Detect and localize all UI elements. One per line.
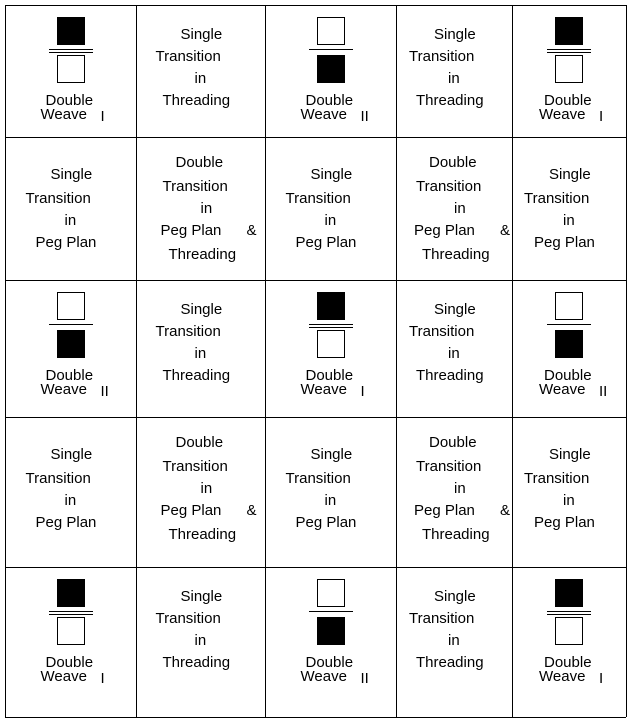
- divider-bar: [547, 324, 591, 325]
- label-transition: Transition: [524, 190, 590, 207]
- label-transition: Transition: [416, 458, 482, 475]
- label-threading: Threading: [162, 654, 231, 671]
- label-single: Single: [549, 166, 591, 183]
- divider-bar: [49, 324, 93, 325]
- divider-bar: [49, 614, 93, 615]
- label-in: in: [64, 212, 77, 229]
- divider-bar: [309, 49, 353, 50]
- label-in: in: [194, 345, 207, 362]
- cell-single-threading: [136, 280, 265, 417]
- label-transition: Transition: [409, 48, 475, 65]
- divider-bar: [547, 52, 591, 53]
- label-roman-1: I: [100, 108, 105, 125]
- label-transition: Transition: [285, 470, 351, 487]
- label-in: in: [448, 345, 460, 362]
- empty-square: [57, 617, 85, 645]
- label-in: in: [200, 480, 213, 497]
- label-double: Double: [45, 92, 94, 109]
- cell-single-threading: [396, 280, 512, 417]
- cell-weave-I: [5, 5, 136, 137]
- empty-square: [317, 17, 345, 45]
- label-ampersand: &: [246, 502, 257, 519]
- label-double: Double: [45, 654, 94, 671]
- cell-double-both: [136, 137, 265, 280]
- label-single: Single: [180, 301, 223, 318]
- label-peg-plan: Peg Plan: [534, 234, 595, 251]
- label-transition: Transition: [155, 48, 221, 65]
- cell-single-pegplan: [5, 417, 136, 567]
- empty-square: [555, 55, 583, 83]
- label-weave: Weave: [539, 668, 586, 685]
- cell-single-pegplan: [512, 417, 626, 567]
- label-double: Double: [544, 367, 592, 384]
- label-roman-1: I: [100, 670, 105, 687]
- filled-square: [555, 17, 583, 45]
- label-threading: Threading: [416, 654, 484, 671]
- filled-square: [57, 17, 85, 45]
- grid-line-vertical: [626, 5, 627, 717]
- label-transition: Transition: [162, 458, 228, 475]
- label-weave: Weave: [539, 381, 586, 398]
- filled-square: [317, 55, 345, 83]
- label-single: Single: [310, 446, 353, 463]
- label-roman-1: I: [599, 108, 604, 125]
- filled-square: [555, 330, 583, 358]
- cell-double-both: [396, 137, 512, 280]
- label-single: Single: [310, 166, 353, 183]
- label-in: in: [194, 70, 207, 87]
- label-single: Single: [434, 588, 476, 605]
- filled-square: [317, 292, 345, 320]
- label-double: Double: [544, 654, 592, 671]
- cell-double-both: [136, 417, 265, 567]
- divider-bar: [309, 324, 353, 325]
- label-single: Single: [180, 588, 223, 605]
- label-transition: Transition: [285, 190, 351, 207]
- cell-single-pegplan: [265, 137, 396, 280]
- label-weave: Weave: [300, 668, 347, 685]
- divider-bar: [547, 614, 591, 615]
- label-transition: Transition: [162, 178, 228, 195]
- label-single: Single: [50, 166, 93, 183]
- label-peg-plan: Peg Plan: [295, 514, 357, 531]
- label-double: Double: [175, 154, 224, 171]
- label-weave: Weave: [300, 381, 347, 398]
- label-double: Double: [429, 154, 477, 171]
- label-double: Double: [175, 434, 224, 451]
- cell-single-threading: [396, 5, 512, 137]
- label-in: in: [454, 200, 466, 217]
- label-threading: Threading: [162, 367, 231, 384]
- label-peg-plan: Peg Plan: [160, 502, 222, 519]
- divider-bar: [309, 327, 353, 328]
- filled-square: [57, 330, 85, 358]
- label-threading: Threading: [168, 526, 237, 543]
- label-double: Double: [544, 92, 592, 109]
- label-single: Single: [434, 26, 476, 43]
- label-roman-2: II: [360, 670, 369, 687]
- cell-single-threading: [396, 567, 512, 717]
- filled-square: [57, 579, 85, 607]
- divider-bar: [309, 611, 353, 612]
- label-ampersand: &: [500, 502, 511, 519]
- label-in: in: [200, 200, 213, 217]
- divider-bar: [49, 611, 93, 612]
- empty-square: [57, 55, 85, 83]
- label-transition: Transition: [25, 470, 91, 487]
- label-roman-1: I: [599, 670, 604, 687]
- label-in: in: [448, 632, 460, 649]
- label-ampersand: &: [246, 222, 257, 239]
- cell-single-threading: [136, 567, 265, 717]
- empty-square: [57, 292, 85, 320]
- cell-weave-II: [5, 280, 136, 417]
- label-threading: Threading: [168, 246, 237, 263]
- label-in: in: [324, 492, 337, 509]
- label-threading: Threading: [162, 92, 231, 109]
- label-roman-2: II: [100, 383, 109, 400]
- label-threading: Threading: [416, 92, 484, 109]
- label-transition: Transition: [155, 610, 221, 627]
- label-in: in: [64, 492, 77, 509]
- label-double: Double: [305, 92, 354, 109]
- cell-weave-I: [5, 567, 136, 717]
- label-threading: Threading: [422, 526, 490, 543]
- label-transition: Transition: [25, 190, 91, 207]
- label-in: in: [454, 480, 466, 497]
- label-double: Double: [429, 434, 477, 451]
- label-peg-plan: Peg Plan: [160, 222, 222, 239]
- label-weave: Weave: [40, 106, 87, 123]
- cell-double-both: [396, 417, 512, 567]
- label-roman-2: II: [360, 108, 369, 125]
- label-peg-plan: Peg Plan: [35, 234, 97, 251]
- grid-line-horizontal: [5, 717, 626, 718]
- filled-square: [555, 579, 583, 607]
- label-transition: Transition: [416, 178, 482, 195]
- label-threading: Threading: [422, 246, 490, 263]
- empty-square: [317, 579, 345, 607]
- label-peg-plan: Peg Plan: [534, 514, 595, 531]
- divider-bar: [547, 611, 591, 612]
- empty-square: [317, 330, 345, 358]
- label-weave: Weave: [539, 106, 586, 123]
- cell-weave-I: [512, 567, 626, 717]
- cell-weave-II: [265, 567, 396, 717]
- label-weave: Weave: [300, 106, 347, 123]
- label-in: in: [563, 212, 575, 229]
- cell-weave-I: [265, 280, 396, 417]
- label-roman-1: I: [360, 383, 365, 400]
- label-in: in: [194, 632, 207, 649]
- label-roman-2: II: [599, 383, 608, 400]
- empty-square: [555, 617, 583, 645]
- label-double: Double: [305, 367, 354, 384]
- label-transition: Transition: [409, 610, 475, 627]
- cell-weave-II: [265, 5, 396, 137]
- cell-single-pegplan: [265, 417, 396, 567]
- label-weave: Weave: [40, 381, 87, 398]
- label-transition: Transition: [155, 323, 221, 340]
- label-weave: Weave: [40, 668, 87, 685]
- divider-bar: [49, 52, 93, 53]
- label-peg-plan: Peg Plan: [35, 514, 97, 531]
- cell-weave-II: [512, 280, 626, 417]
- label-in: in: [563, 492, 575, 509]
- empty-square: [555, 292, 583, 320]
- label-double: Double: [305, 654, 354, 671]
- label-single: Single: [50, 446, 93, 463]
- divider-bar: [49, 49, 93, 50]
- cell-single-pegplan: [512, 137, 626, 280]
- label-single: Single: [180, 26, 223, 43]
- label-in: in: [324, 212, 337, 229]
- label-peg-plan: Peg Plan: [414, 502, 475, 519]
- divider-bar: [547, 49, 591, 50]
- label-transition: Transition: [524, 470, 590, 487]
- label-threading: Threading: [416, 367, 484, 384]
- label-single: Single: [549, 446, 591, 463]
- label-single: Single: [434, 301, 476, 318]
- label-peg-plan: Peg Plan: [295, 234, 357, 251]
- label-double: Double: [45, 367, 94, 384]
- cell-weave-I: [512, 5, 626, 137]
- label-ampersand: &: [500, 222, 511, 239]
- filled-square: [317, 617, 345, 645]
- cell-single-pegplan: [5, 137, 136, 280]
- label-in: in: [448, 70, 460, 87]
- label-transition: Transition: [409, 323, 475, 340]
- cell-single-threading: [136, 5, 265, 137]
- label-peg-plan: Peg Plan: [414, 222, 475, 239]
